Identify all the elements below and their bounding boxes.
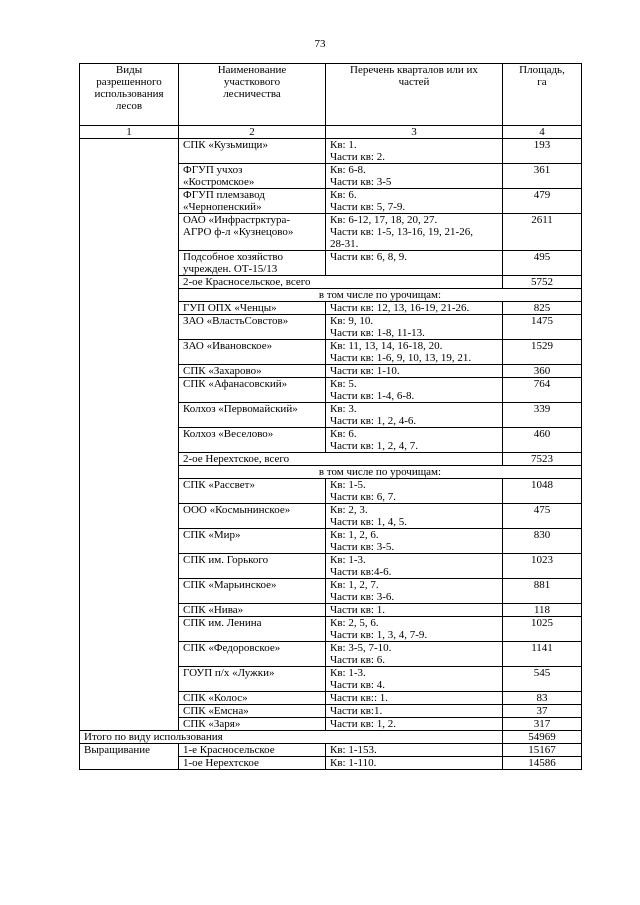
- blocks-cell: Кв: 6. Части кв: 5, 7-9.: [326, 189, 503, 214]
- area-cell: 1529: [503, 340, 582, 365]
- area-cell: 1023: [503, 554, 582, 579]
- table-row: [80, 744, 582, 757]
- forestry-name-cell: Подсобное хозяйство учрежден. ОТ-15/13: [179, 251, 326, 276]
- forestry-name-cell: СПК «Колос»: [179, 692, 326, 705]
- column-number: 2: [179, 126, 326, 139]
- subtotal-label: 2-ое Нерехтское, всего: [179, 453, 503, 466]
- area-cell: 317: [503, 718, 582, 731]
- area-cell: 361: [503, 164, 582, 189]
- area-cell: 825: [503, 302, 582, 315]
- area-cell: 1048: [503, 479, 582, 504]
- column-number: 1: [80, 126, 179, 139]
- forestry-name-cell: 1-е Красносельское: [179, 744, 326, 757]
- area-cell: 2611: [503, 214, 582, 251]
- table-header: [80, 64, 582, 139]
- blocks-cell: Кв: 9, 10. Части кв: 1-8, 11-13.: [326, 315, 503, 340]
- blocks-cell: Кв: 6-8. Части кв: 3-5: [326, 164, 503, 189]
- area-cell: 15167: [503, 744, 582, 757]
- blocks-cell: Кв: 1-3. Части кв: 4.: [326, 667, 503, 692]
- forestry-name-cell: ГУП ОПХ «Ченцы»: [179, 302, 326, 315]
- forestry-name-cell: СПК «Заря»: [179, 718, 326, 731]
- header-blocks-list: Перечень кварталов или их частей: [326, 64, 503, 126]
- subtotal-area: 7523: [503, 453, 582, 466]
- area-cell: 1475: [503, 315, 582, 340]
- blocks-cell: Кв: 5. Части кв: 1-4, 6-8.: [326, 378, 503, 403]
- header-use-type: Виды разрешенного использования лесов: [80, 64, 179, 126]
- forestry-name-cell: ФГУП учхоз «Костромское»: [179, 164, 326, 189]
- area-cell: 495: [503, 251, 582, 276]
- blocks-cell: Части кв: 12, 13, 16-19, 21-26.: [326, 302, 503, 315]
- table-body: [80, 139, 582, 770]
- area-cell: 14586: [503, 757, 582, 770]
- column-numbers-row: [80, 126, 582, 139]
- column-number: 4: [503, 126, 582, 139]
- area-cell: 460: [503, 428, 582, 453]
- area-cell: 37: [503, 705, 582, 718]
- forestry-name-cell: ООО «Космынинское»: [179, 504, 326, 529]
- area-cell: 360: [503, 365, 582, 378]
- forestry-name-cell: СПК «Захарово»: [179, 365, 326, 378]
- grand-total-row: [80, 731, 582, 744]
- blocks-cell: Части кв: 6, 8, 9.: [326, 251, 503, 276]
- forestry-name-cell: СПК «Кузьмищи»: [179, 139, 326, 164]
- area-cell: 339: [503, 403, 582, 428]
- note-label: в том числе по урочищам:: [179, 466, 582, 479]
- forestry-name-cell: СПК им. Горького: [179, 554, 326, 579]
- blocks-cell: Кв: 2, 5, 6. Части кв: 1, 3, 4, 7-9.: [326, 617, 503, 642]
- blocks-cell: Кв: 1. Части кв: 2.: [326, 139, 503, 164]
- area-cell: 764: [503, 378, 582, 403]
- forestry-name-cell: ЗАО «ВластьСовстов»: [179, 315, 326, 340]
- area-cell: 193: [503, 139, 582, 164]
- forestry-name-cell: СПК «Марьинское»: [179, 579, 326, 604]
- area-cell: 1141: [503, 642, 582, 667]
- forestry-name-cell: СПК «Мир»: [179, 529, 326, 554]
- blocks-cell: Кв: 1, 2, 7. Части кв: 3-6.: [326, 579, 503, 604]
- forestry-name-cell: СПК «Федоровское»: [179, 642, 326, 667]
- use-type-cell-empty: [80, 139, 179, 731]
- blocks-cell: Части кв: 1.: [326, 604, 503, 617]
- forest-use-table: [79, 63, 582, 770]
- blocks-cell: Кв: 1-3. Части кв:4-6.: [326, 554, 503, 579]
- forestry-name-cell: 1-ое Нерехтское: [179, 757, 326, 770]
- area-cell: 1025: [503, 617, 582, 642]
- area-cell: 475: [503, 504, 582, 529]
- area-cell: 881: [503, 579, 582, 604]
- column-number: 3: [326, 126, 503, 139]
- blocks-cell: Части кв:: 1.: [326, 692, 503, 705]
- subtotal-label: 2-ое Красносельское, всего: [179, 276, 503, 289]
- blocks-cell: Кв: 6-12, 17, 18, 20, 27. Части кв: 1-5, 13-16, 19, 21-26, 28-31.: [326, 214, 503, 251]
- blocks-cell: Кв: 1-110.: [326, 757, 503, 770]
- forestry-name-cell: СПК им. Ленина: [179, 617, 326, 642]
- area-cell: 830: [503, 529, 582, 554]
- forestry-name-cell: ГОУП п/х «Лужки»: [179, 667, 326, 692]
- blocks-cell: Части кв: 1, 2.: [326, 718, 503, 731]
- area-cell: 479: [503, 189, 582, 214]
- use-type-growing: Выращивание: [80, 744, 179, 770]
- area-cell: 118: [503, 604, 582, 617]
- note-label: в том числе по урочищам:: [179, 289, 582, 302]
- blocks-cell: Кв: 3. Части кв: 1, 2, 4-6.: [326, 403, 503, 428]
- grand-total-label: Итого по виду использования: [80, 731, 503, 744]
- blocks-cell: Кв: 6. Части кв: 1, 2, 4, 7.: [326, 428, 503, 453]
- header-area: Площадь, га: [503, 64, 582, 126]
- header-forestry-name: Наименование участкового лесничества: [179, 64, 326, 126]
- blocks-cell: Кв: 3-5, 7-10. Части кв: 6.: [326, 642, 503, 667]
- blocks-cell: Кв: 1-153.: [326, 744, 503, 757]
- forestry-name-cell: ОАО «Инфрастрктура- АГРО ф-л «Кузнецово»: [179, 214, 326, 251]
- forestry-name-cell: ФГУП племзавод «Чернопенский»: [179, 189, 326, 214]
- blocks-cell: Кв: 1, 2, 6. Части кв: 3-5.: [326, 529, 503, 554]
- blocks-cell: Кв: 2, 3. Части кв: 1, 4, 5.: [326, 504, 503, 529]
- forestry-name-cell: Колхоз «Веселово»: [179, 428, 326, 453]
- area-cell: 83: [503, 692, 582, 705]
- subtotal-area: 5752: [503, 276, 582, 289]
- grand-total-area: 54969: [503, 731, 582, 744]
- forestry-name-cell: СПК «Афанасовский»: [179, 378, 326, 403]
- blocks-cell: Части кв:1.: [326, 705, 503, 718]
- area-cell: 545: [503, 667, 582, 692]
- forestry-name-cell: СПК «Нива»: [179, 604, 326, 617]
- page-number: 73: [314, 38, 326, 50]
- blocks-cell: Части кв: 1-10.: [326, 365, 503, 378]
- forestry-name-cell: ЗАО «Ивановское»: [179, 340, 326, 365]
- blocks-cell: Кв: 11, 13, 14, 16-18, 20. Части кв: 1-6, 9, 10, 13, 19, 21.: [326, 340, 503, 365]
- table-row: [80, 139, 582, 164]
- forestry-name-cell: СПК «Емсна»: [179, 705, 326, 718]
- blocks-cell: Кв: 1-5. Части кв: 6, 7.: [326, 479, 503, 504]
- forestry-name-cell: Колхоз «Первомайский»: [179, 403, 326, 428]
- forestry-name-cell: СПК «Рассвет»: [179, 479, 326, 504]
